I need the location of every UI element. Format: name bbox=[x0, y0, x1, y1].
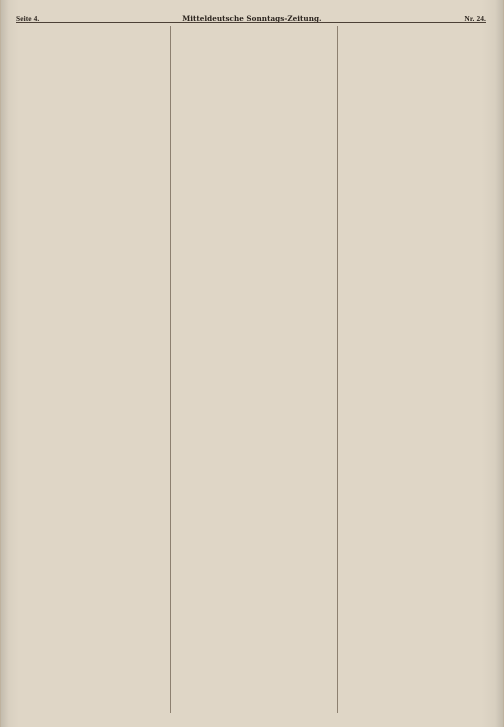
article-column-right bbox=[345, 28, 490, 711]
issue-number: Nr. 24. bbox=[464, 13, 486, 23]
page-number: Seite 4. bbox=[16, 13, 40, 23]
column-divider-left bbox=[170, 26, 171, 713]
article-column-left bbox=[17, 28, 168, 711]
right-paper-shadow bbox=[495, 0, 503, 727]
article-column-middle bbox=[177, 28, 328, 711]
column-divider-right bbox=[337, 26, 338, 713]
left-paper-shadow bbox=[1, 0, 9, 727]
page-header bbox=[16, 6, 486, 22]
newspaper-title: Mitteldeutsche Sonntags-Zeitung. bbox=[182, 13, 322, 23]
header-rule bbox=[16, 22, 486, 23]
